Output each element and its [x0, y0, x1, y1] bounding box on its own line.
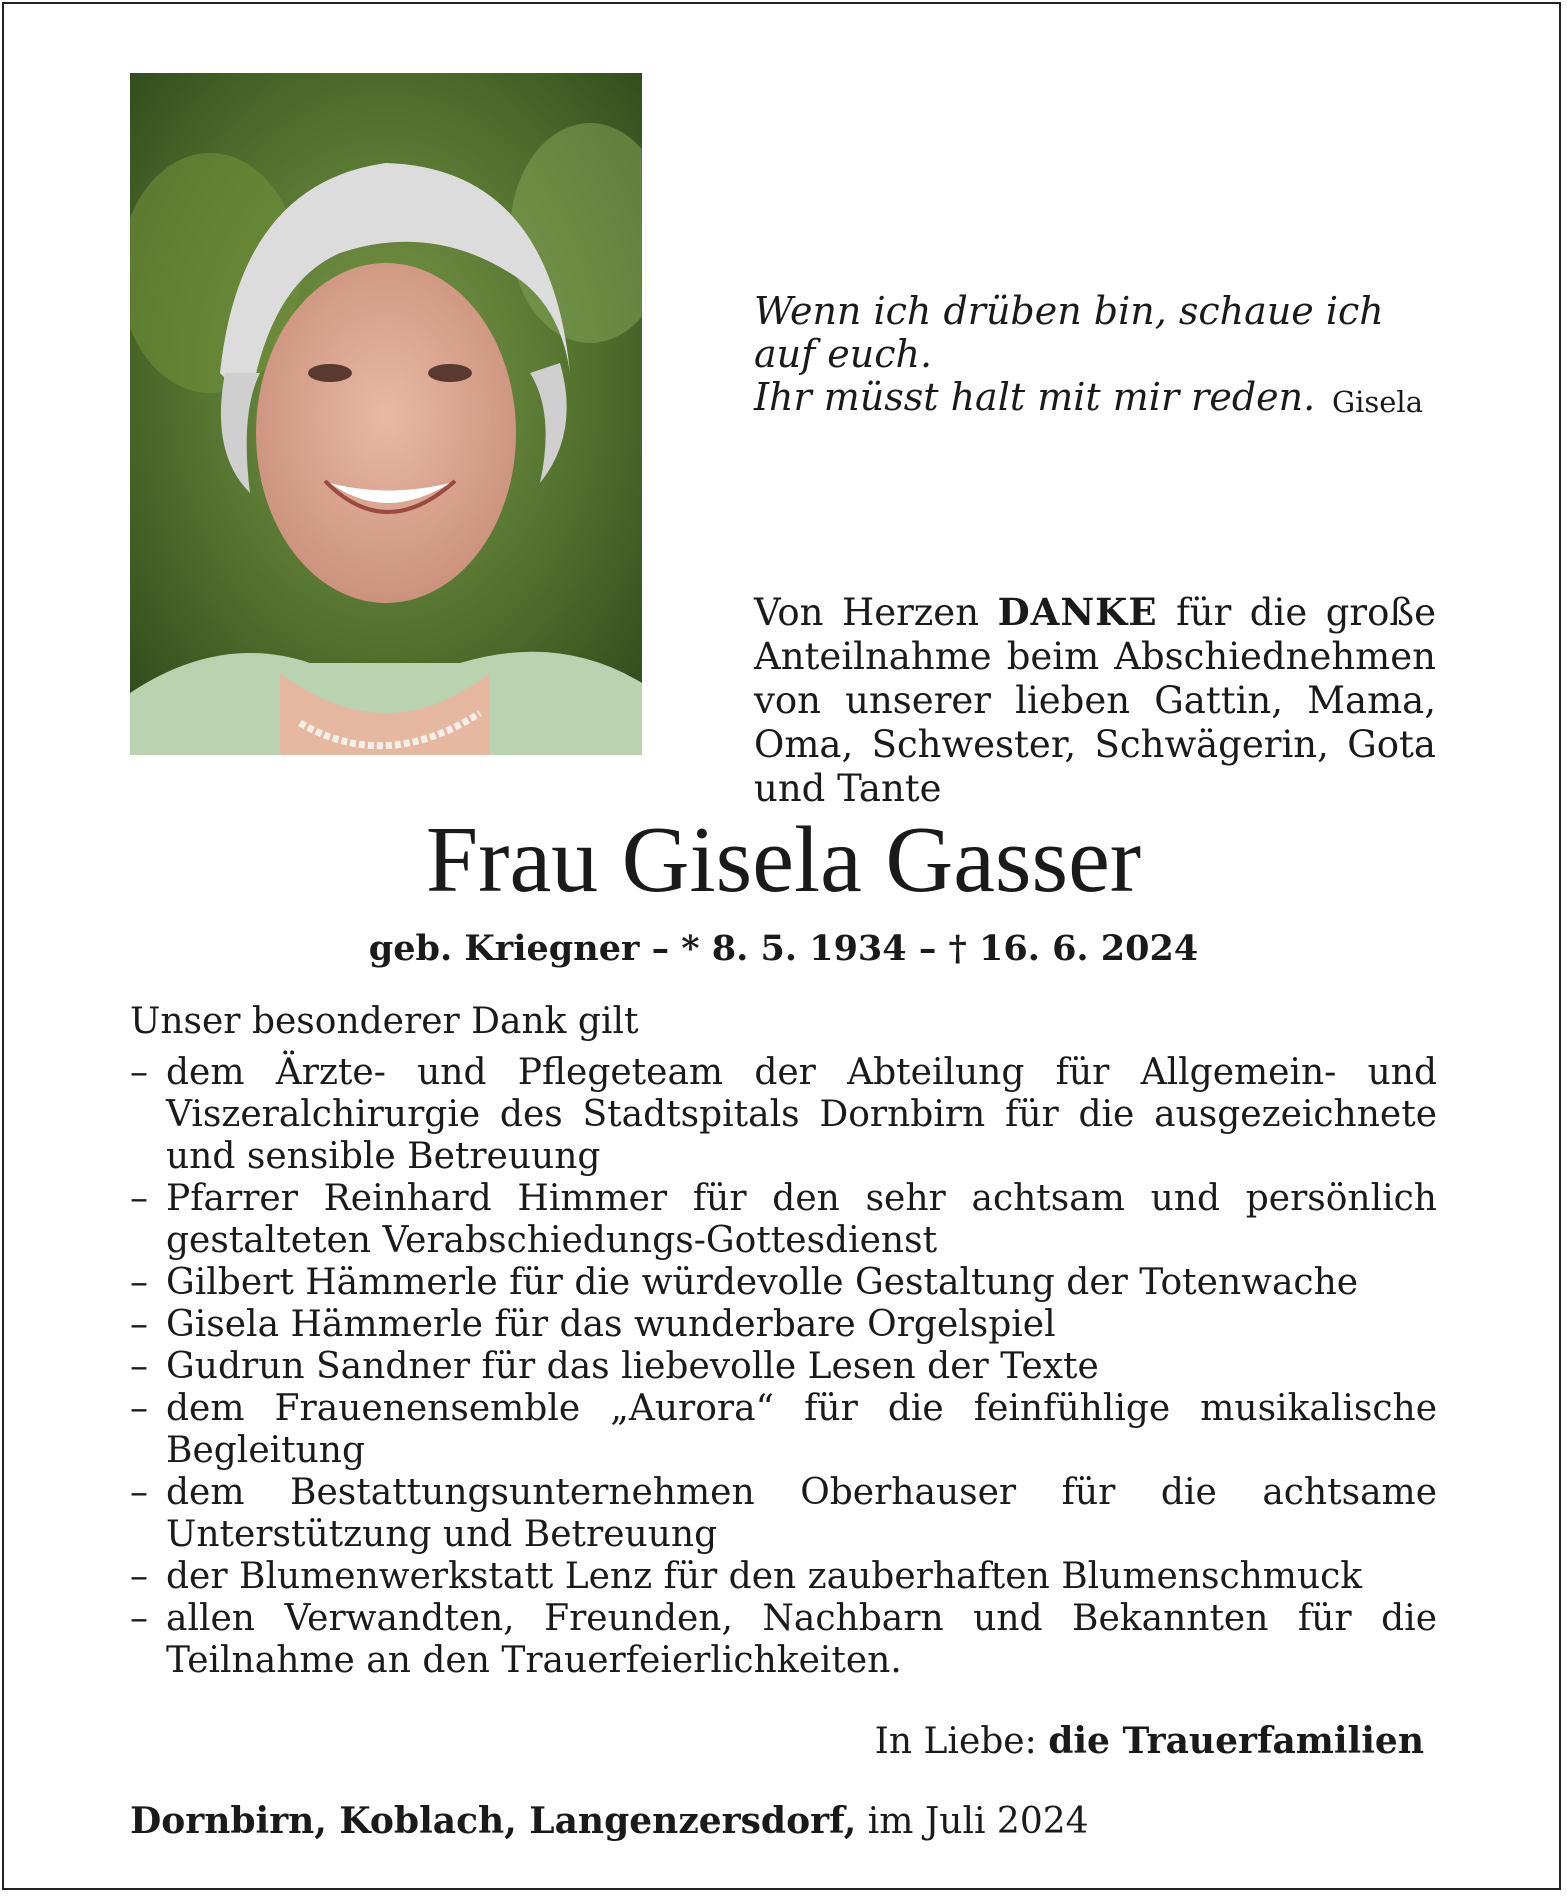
thanks-paragraph	[754, 590, 1436, 811]
list-item: – dem Frauenensemble „Aurora“ für die feinfühlige musikalische Begleitung	[130, 1388, 1437, 1472]
deceased-dates: geb. Kriegner – * 8. 5. 1934 – † 16. 6. 2024	[368, 928, 1199, 969]
signature-prefix: In Liebe:	[874, 1721, 1037, 1762]
thanks-bold: DANKE	[997, 590, 1158, 634]
places: Dornbirn, Koblach, Langenzersdorf,	[130, 1800, 857, 1842]
quote-author: Gisela	[1331, 385, 1423, 419]
list-item: – Pfarrer Reinhard Himmer für den sehr achtsam und persönlich gestalteten Verabschiedungs-Gottesdienst	[130, 1178, 1437, 1262]
portrait-photo	[130, 73, 642, 755]
date: im Juli 2024	[867, 1801, 1089, 1842]
thanks-part-2: für die große Anteilnahme beim Abschiednehmen von unserer lieben Gattin, Mama, Oma, Schwester, Schwägerin, Gota und Tante	[754, 591, 1437, 810]
special-thanks-intro: Unser besonderer Dank gilt	[130, 1001, 639, 1042]
signature	[875, 1720, 1424, 1762]
list-item: – der Blumenwerkstatt Lenz für den zauberhaften Blumenschmuck	[130, 1556, 1437, 1598]
list-item: – Gudrun Sandner für das liebevolle Lesen der Texte	[130, 1346, 1437, 1388]
list-item: – dem Bestattungsunternehmen Oberhauser für die achtsame Unterstützung und Betreuung	[130, 1472, 1437, 1556]
special-thanks-list	[130, 1052, 1437, 1682]
quote-line-1: Wenn ich drüben bin, schaue ich auf euch.	[754, 289, 1384, 376]
list-item: – Gisela Hämmerle für das wunderbare Orgelspiel	[130, 1304, 1437, 1346]
thanks-part-1: Von Herzen	[754, 591, 980, 634]
quote-line-2: Ihr müsst halt mit mir reden.	[754, 375, 1316, 419]
list-item: – dem Ärzte- und Pflegeteam der Abteilung für Allgemein- und Viszeralchirurgie des Stadtspitals Dornbirn für die ausgezeichnete und sensible Betreuung	[130, 1052, 1437, 1178]
deceased-name: Frau Gisela Gasser	[425, 808, 1142, 912]
list-item: – Gilbert Hämmerle für die würdevolle Gestaltung der Totenwache	[130, 1262, 1437, 1304]
signature-family: die Trauerfamilien	[1048, 1720, 1424, 1762]
portrait-photo-icon	[130, 73, 642, 755]
place-and-date	[130, 1800, 1089, 1842]
list-item: – allen Verwandten, Freunden, Nachbarn und Bekannten für die Teilnahme an den Trauerfeierlichkeiten.	[130, 1598, 1437, 1682]
